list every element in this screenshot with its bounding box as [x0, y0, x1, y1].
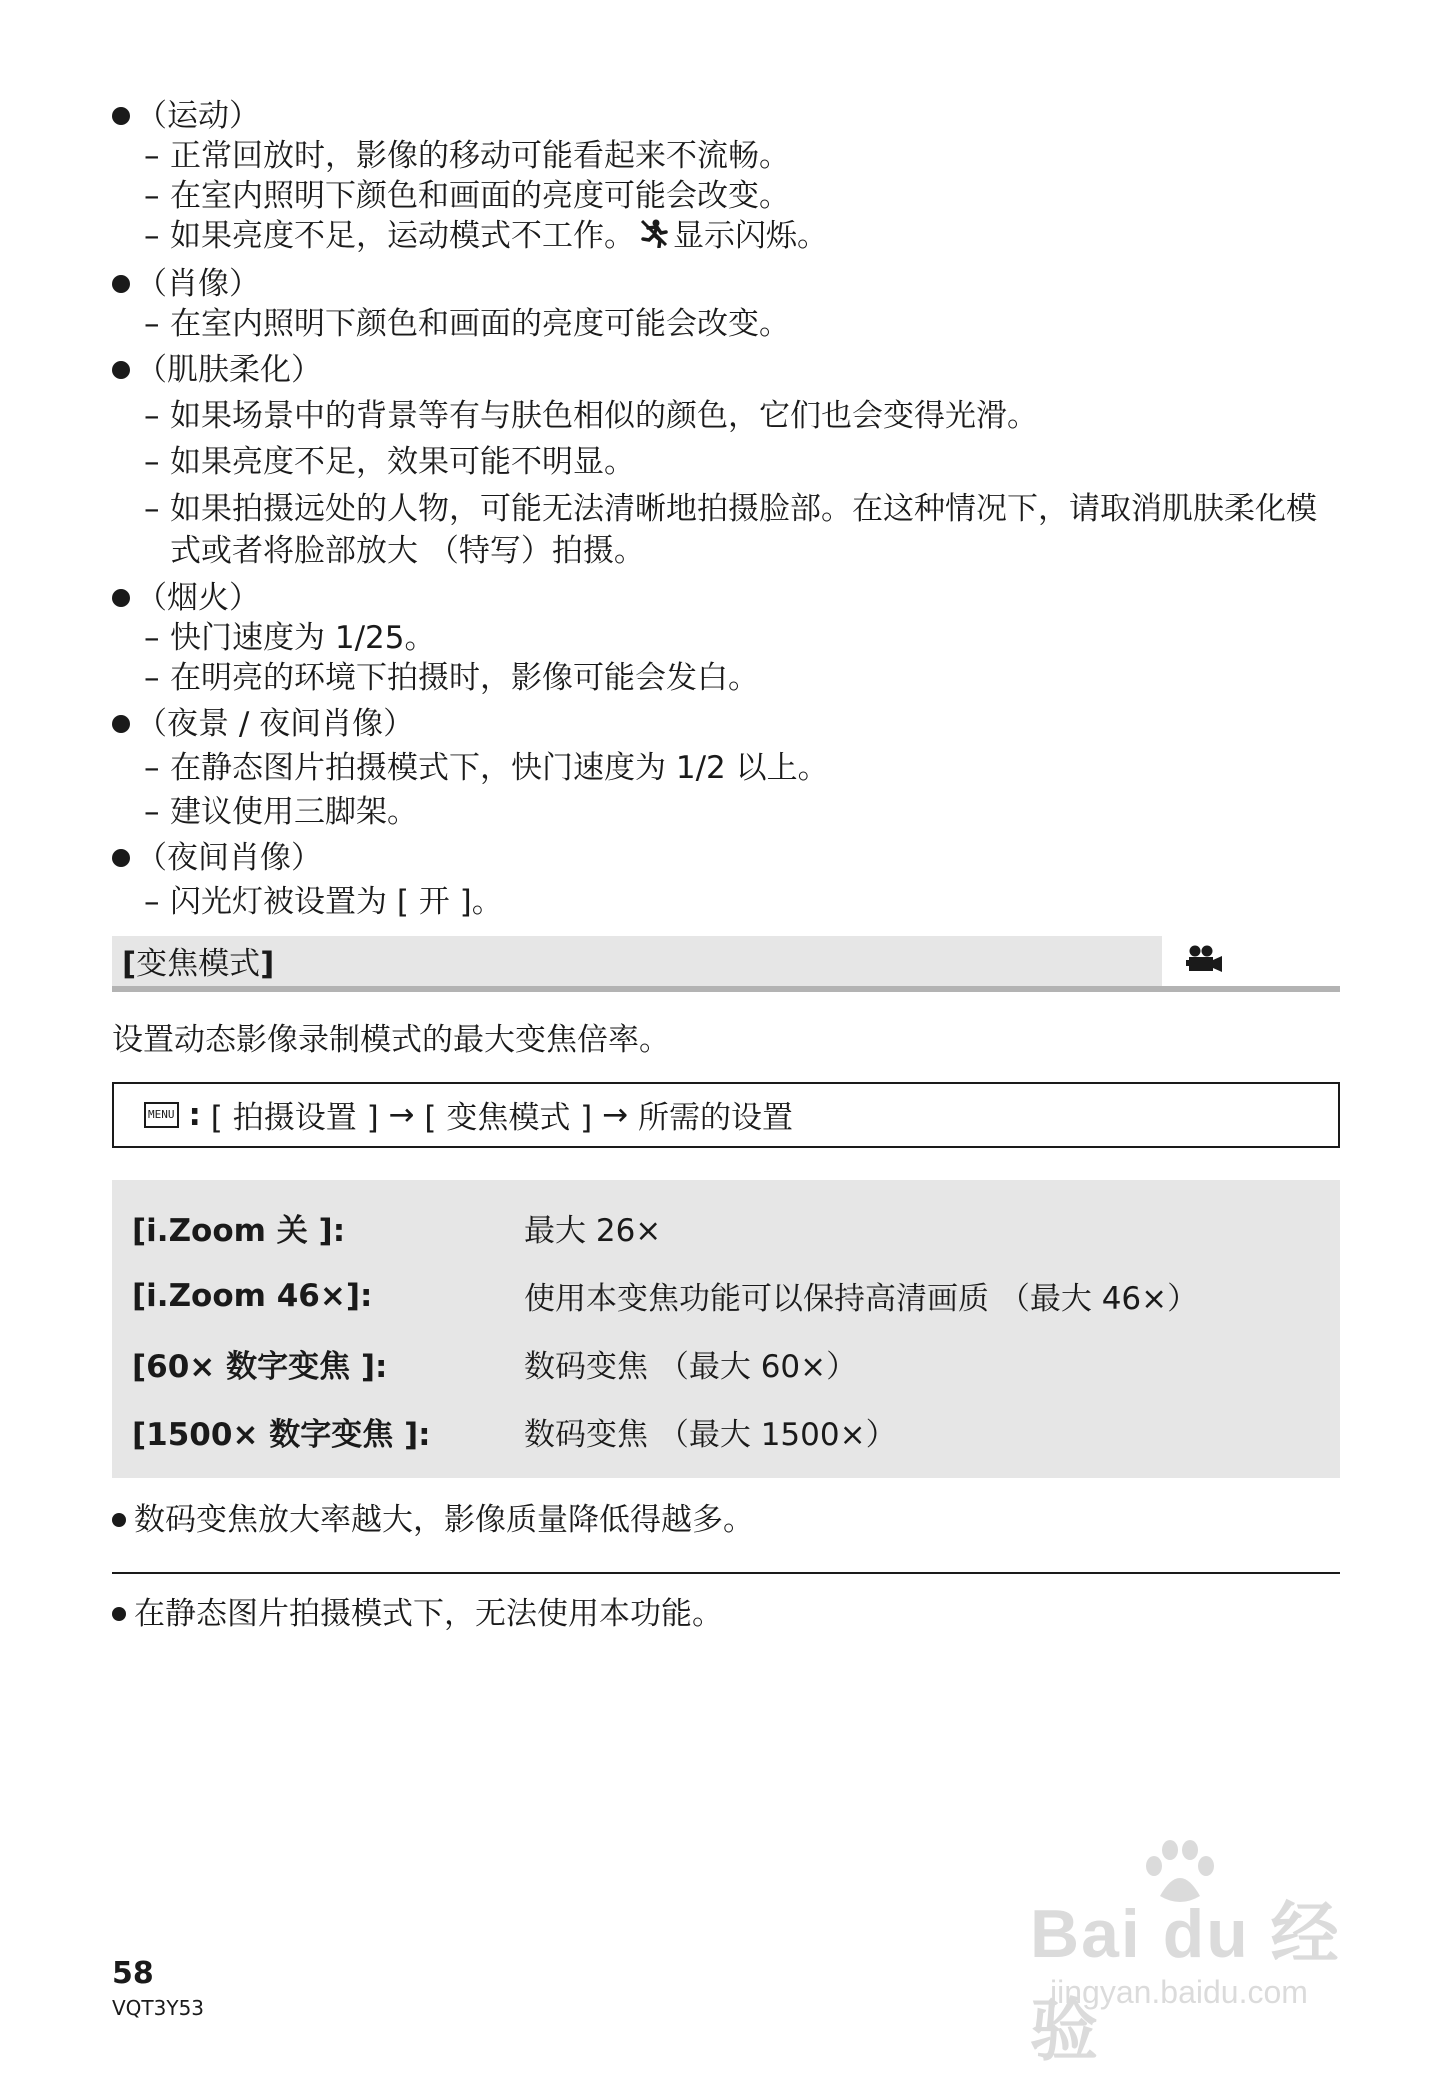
scene-title: （烟火）	[136, 579, 260, 616]
zoom-option-key: [i.Zoom 关 ]:	[132, 1213, 346, 1249]
scene-title: （夜间肖像）	[136, 839, 322, 876]
scene-portrait	[112, 264, 1340, 344]
menu-item-desired-setting: 所需的设置	[637, 1100, 793, 1136]
table-row	[112, 1262, 1340, 1330]
zoom-option-key: [60× 数字变焦 ]:	[132, 1349, 388, 1385]
zoom-option-key: [1500× 数字变焦 ]:	[132, 1417, 431, 1453]
bullet-icon	[112, 715, 130, 733]
scene-title: （肖像）	[136, 265, 260, 302]
bullet-icon	[112, 107, 130, 125]
section-description: 设置动态影像录制模式的最大变焦倍率。	[112, 1021, 670, 1058]
scene-note: – 在明亮的环境下拍摄时，影像可能会发白。	[144, 659, 759, 696]
bullet-icon	[112, 275, 130, 293]
zoom-option-value: 数码变焦 （最大 1500×）	[524, 1417, 897, 1453]
zoom-options-table	[112, 1180, 1340, 1478]
divider	[112, 1572, 1340, 1574]
bullet-icon	[112, 849, 130, 867]
menu-path: MENU : [ 拍摄设置 ] → [ 变焦模式 ] → 所需的设置	[112, 1082, 1340, 1148]
note-digital-zoom: 数码变焦放大率越大，影像质量降低得越多。	[112, 1500, 1340, 1540]
bullet-icon	[112, 1607, 126, 1621]
scene-note: – 在室内照明下颜色和画面的亮度可能会改变。	[144, 305, 790, 342]
scene-note: – 闪光灯被设置为 [ 开 ]。	[144, 883, 503, 920]
page-number: 58	[112, 1956, 154, 1991]
table-row	[112, 1330, 1340, 1398]
scene-note: – 建议使用三脚架。	[144, 793, 418, 830]
bullet-icon	[112, 361, 130, 379]
table-row	[112, 1398, 1340, 1466]
sports-off-icon	[639, 218, 669, 258]
scene-sports	[112, 96, 1340, 258]
scene-note: – 快门速度为 1/25。	[144, 619, 436, 656]
scene-title: （肌肤柔化）	[136, 351, 322, 388]
scene-note: – 如果拍摄远处的人物，可能无法清晰地拍摄脸部。在这种情况下，请取消肌肤柔化模式或者将脸部放大 （特写）拍摄。	[144, 490, 1317, 569]
page-body	[112, 96, 1340, 1634]
scene-note: – 在静态图片拍摄模式下，快门速度为 1/2 以上。	[144, 749, 829, 786]
bullet-icon	[112, 1513, 126, 1527]
note-still-mode: 在静态图片拍摄模式下，无法使用本功能。	[112, 1594, 1340, 1634]
watermark-url: jingyan.baidu.com	[1050, 1974, 1308, 2010]
table-row	[112, 1194, 1340, 1262]
scene-title: （运动）	[136, 98, 260, 134]
arrow-icon: →	[388, 1096, 415, 1133]
scene-note: – 如果场景中的背景等有与肤色相似的颜色，它们也会变得光滑。	[144, 397, 1038, 434]
scene-note: – 如果亮度不足，运动模式不工作。 显示闪烁。	[112, 216, 1340, 258]
zoom-option-value: 数码变焦 （最大 60×）	[524, 1349, 858, 1385]
baidu-watermark	[1030, 1840, 1370, 2069]
section-header-zoom-mode	[112, 936, 1340, 992]
scene-title: （夜景 / 夜间肖像）	[136, 705, 415, 742]
scene-night-portrait	[112, 838, 1340, 922]
menu-item-zoom-mode: [ 变焦模式 ]	[424, 1100, 593, 1136]
section-title: [变焦模式]	[122, 946, 275, 982]
scene-note: – 在室内照明下颜色和画面的亮度可能会改变。	[144, 178, 790, 214]
bullet-icon	[112, 589, 130, 607]
zoom-option-value: 最大 26×	[524, 1213, 662, 1249]
scene-note: – 如果亮度不足，效果可能不明显。	[144, 443, 635, 480]
menu-item-shooting-settings: [ 拍摄设置 ]	[210, 1100, 379, 1136]
scene-soft-skin	[112, 350, 1340, 572]
movie-camera-icon	[1186, 944, 1224, 978]
watermark-brand: Bai du 经验	[1030, 1896, 1341, 2069]
scene-fireworks	[112, 578, 1340, 698]
zoom-option-key: [i.Zoom 46×]:	[132, 1277, 373, 1314]
menu-icon: MENU	[144, 1102, 179, 1128]
arrow-icon: →	[602, 1096, 629, 1133]
scene-note: – 正常回放时，影像的移动可能看起来不流畅。	[144, 138, 790, 174]
zoom-option-value: 使用本变焦功能可以保持高清画质 （最大 46×）	[524, 1281, 1199, 1317]
doc-code: VQT3Y53	[112, 1996, 205, 2020]
scene-night	[112, 704, 1340, 832]
